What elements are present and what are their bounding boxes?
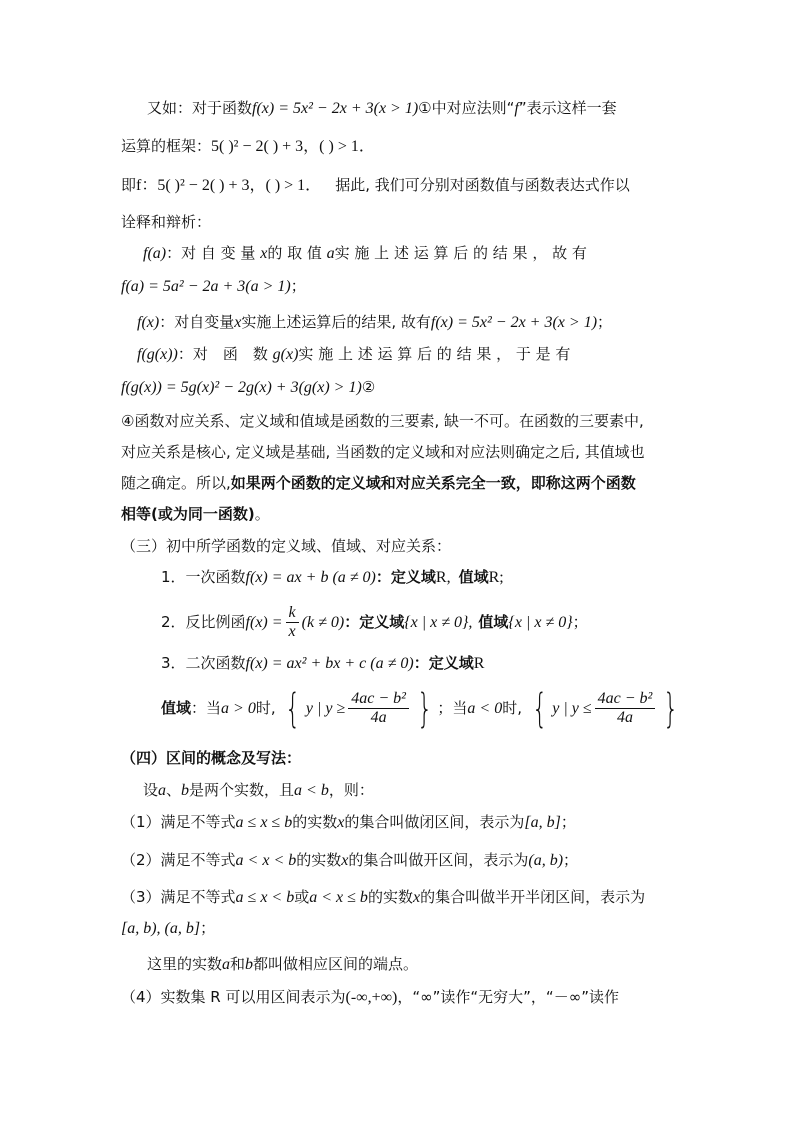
formula: {x | x ≠ 0} bbox=[508, 614, 573, 631]
label: 值域 bbox=[161, 699, 192, 717]
text: ； bbox=[597, 313, 613, 331]
paragraph-line-8 bbox=[137, 343, 570, 366]
text: 这里的实数 bbox=[147, 955, 223, 973]
label: 值域 bbox=[458, 568, 489, 586]
formula: f(x) = 5x² − 2x + 3(x > 1) bbox=[430, 314, 598, 331]
label: ：定义域 bbox=[344, 613, 405, 631]
right-brace: } bbox=[417, 685, 433, 732]
formula: y | y ≥ bbox=[305, 700, 346, 717]
text: 实 施 上 述 运 算 后 的 结 果 ， 故 有 bbox=[334, 244, 587, 262]
formula: a < x < b bbox=[235, 852, 297, 869]
formula: f(g(x)) bbox=[137, 346, 178, 363]
formula: f(x) = ax² + bx + c (a ≠ 0) bbox=[245, 655, 414, 672]
formula: b bbox=[181, 782, 190, 799]
text: 或 bbox=[294, 888, 310, 906]
text: ； bbox=[572, 613, 588, 631]
text: 3．二次函数 bbox=[161, 654, 246, 672]
formula: (k ≠ 0) bbox=[301, 614, 345, 631]
paragraph-line-21 bbox=[121, 811, 576, 834]
formula: f(a) bbox=[143, 245, 167, 262]
fraction bbox=[286, 604, 299, 641]
formula: f(x) = ax + b (a ≠ 0) bbox=[245, 569, 376, 586]
paragraph-line-6 bbox=[121, 275, 306, 298]
text: 都叫做相应区间的端点。 bbox=[253, 955, 419, 973]
text: （4）实数集 R 可以用区间表示为 bbox=[121, 988, 346, 1006]
formula: b bbox=[245, 956, 254, 973]
text: 对应关系是核心, 定义域是基础, 当函数的定义域和对应法则确定之后, 其值域也 bbox=[121, 443, 645, 461]
paragraph-line-22 bbox=[121, 849, 578, 872]
text: ； bbox=[563, 851, 579, 869]
text: 的集合叫做闭区间，表示为 bbox=[344, 813, 525, 831]
text: （四）区间的概念及写法： bbox=[121, 749, 302, 767]
paragraph-line-1 bbox=[147, 97, 617, 120]
text: 1．一次函数 bbox=[161, 568, 246, 586]
fraction bbox=[348, 690, 409, 727]
formula: a ≤ x < b bbox=[235, 889, 295, 906]
text: ；当 bbox=[437, 699, 468, 717]
formula: x bbox=[234, 314, 242, 331]
formula: a ≤ x ≤ b bbox=[235, 814, 293, 831]
text: ② bbox=[361, 378, 376, 396]
paragraph-line-24 bbox=[121, 917, 215, 940]
paragraph-line-26 bbox=[121, 986, 619, 1009]
section-heading-4 bbox=[121, 747, 301, 769]
formula: (a, b) bbox=[528, 852, 564, 869]
formula: f(g(x)) = 5g(x)² − 2g(x) + 3(g(x) > 1) bbox=[121, 379, 362, 396]
text: ④函数对应关系、定义域和值域是函数的三要素, 缺一不可。在函数的三要素中, bbox=[121, 412, 644, 430]
list-item-2 bbox=[161, 604, 588, 641]
paragraph-line-4 bbox=[121, 211, 211, 233]
text: 随之确定。所以, bbox=[121, 474, 231, 492]
text: 据此, 我们可分别对函数值与函数表达式作以 bbox=[335, 176, 630, 194]
formula: [a, b), (a, b] bbox=[121, 920, 201, 937]
text: 实施上述运算后的结果, 故有 bbox=[241, 313, 431, 331]
numerator: k bbox=[286, 604, 299, 623]
formula: f(x) = 5x² − 2x + 3(x > 1) bbox=[252, 100, 419, 117]
section-heading-3 bbox=[121, 535, 451, 557]
text: 时, bbox=[502, 699, 522, 717]
formula: g(x) bbox=[272, 346, 299, 363]
paragraph-line-12 bbox=[121, 472, 636, 494]
formula: f bbox=[514, 100, 519, 117]
paragraph-line-9 bbox=[121, 376, 375, 399]
text: 时, bbox=[255, 699, 276, 717]
formula: R bbox=[473, 655, 485, 672]
formula: y | y ≤ bbox=[552, 700, 592, 717]
text: （2）满足不等式 bbox=[121, 851, 236, 869]
formula: 5( )² − 2( ) + 3，( ) > 1． bbox=[211, 138, 375, 155]
formula: a bbox=[222, 956, 231, 973]
paragraph-line-5 bbox=[143, 242, 587, 265]
emphasis-text: 如果两个函数的定义域和对应关系完全一致，即称这两个函数 bbox=[230, 474, 636, 492]
text: ：对 函 数 bbox=[177, 345, 268, 363]
text: 设 bbox=[143, 781, 159, 799]
text: 诠释和辩析： bbox=[121, 213, 212, 231]
denominator: 4a bbox=[616, 709, 633, 726]
label: ：定义域 bbox=[375, 568, 436, 586]
fraction bbox=[595, 690, 656, 727]
text: ，“∞”读作“无穷大”，“－∞”读作 bbox=[397, 988, 619, 1006]
range-line bbox=[161, 686, 684, 731]
text: （三）初中所学函数的定义域、值域、对应关系： bbox=[121, 537, 452, 555]
denominator: 4a bbox=[370, 709, 387, 726]
list-item-1 bbox=[161, 566, 504, 589]
paragraph-line-23 bbox=[121, 886, 645, 909]
text: ：对自变量 bbox=[159, 313, 235, 331]
formula: f：5( )² − 2( ) + 3，( ) > 1． bbox=[136, 177, 322, 194]
numerator: 4ac − b² bbox=[595, 690, 656, 709]
text: ”表示这样一套 bbox=[518, 99, 617, 117]
paragraph-line-10 bbox=[121, 410, 644, 432]
text: （1）满足不等式 bbox=[121, 813, 236, 831]
text: ：对 自 变 量 bbox=[166, 244, 256, 262]
formula: R, bbox=[435, 569, 451, 586]
text: 。 bbox=[254, 505, 270, 523]
paragraph-line-3 bbox=[121, 174, 630, 197]
text: 的实数 bbox=[292, 813, 338, 831]
text: 又如：对于函数 bbox=[147, 99, 253, 117]
formula: x bbox=[260, 245, 268, 262]
formula: a < b bbox=[294, 782, 329, 799]
formula: f(x) bbox=[137, 314, 160, 331]
text: ； bbox=[200, 919, 216, 937]
paragraph-line-11 bbox=[121, 441, 645, 463]
formula: x bbox=[337, 814, 345, 831]
formula: a < 0 bbox=[467, 700, 503, 717]
right-brace: } bbox=[663, 685, 679, 732]
text: ①中对应法则“ bbox=[418, 99, 515, 117]
formula: x bbox=[412, 889, 421, 906]
formula: (-∞,+∞) bbox=[345, 989, 398, 1006]
list-item-3 bbox=[161, 652, 484, 675]
text: 实 施 上 述 运 算 后 的 结 果 ， 于 是 有 bbox=[298, 345, 571, 363]
text: ； bbox=[290, 277, 306, 295]
emphasis-text: 相等(或为同一函数) bbox=[121, 505, 255, 523]
paragraph-line-13 bbox=[121, 503, 270, 525]
label: 值域 bbox=[478, 613, 509, 631]
text: 的实数 bbox=[296, 851, 342, 869]
label: ：定义域 bbox=[413, 654, 474, 672]
paragraph-line-20 bbox=[143, 779, 374, 802]
formula: R; bbox=[488, 569, 504, 586]
numerator: 4ac − b² bbox=[348, 690, 409, 709]
left-brace: { bbox=[285, 685, 301, 732]
text: 的实数 bbox=[367, 888, 413, 906]
text: ，则： bbox=[328, 781, 374, 799]
formula: a bbox=[326, 245, 335, 262]
text: 的 取 值 bbox=[267, 244, 322, 262]
formula: x bbox=[341, 852, 349, 869]
formula: f(x) = bbox=[245, 614, 283, 631]
text: 和 bbox=[230, 955, 246, 973]
text: 即 bbox=[121, 176, 137, 194]
text: 是两个实数，且 bbox=[189, 781, 295, 799]
formula: a < x ≤ b bbox=[309, 889, 368, 906]
formula: a bbox=[158, 782, 167, 799]
left-brace: { bbox=[531, 685, 548, 732]
formula: f(a) = 5a² − 2a + 3(a > 1) bbox=[121, 278, 291, 295]
paragraph-line-7 bbox=[137, 311, 612, 334]
denominator: x bbox=[288, 623, 296, 640]
text: 的集合叫做半开半闭区间，表示为 bbox=[420, 888, 646, 906]
paragraph-line-25 bbox=[147, 953, 418, 976]
text: （3）满足不等式 bbox=[121, 888, 236, 906]
text: 2．反比例函 bbox=[161, 613, 246, 631]
text: ； bbox=[560, 813, 576, 831]
formula: a > 0 bbox=[221, 700, 256, 717]
formula: {x | x ≠ 0}, bbox=[404, 614, 473, 631]
text: 的集合叫做开区间，表示为 bbox=[348, 851, 529, 869]
text: 运算的框架： bbox=[121, 137, 212, 155]
paragraph-line-2 bbox=[121, 135, 375, 158]
text: ：当 bbox=[191, 699, 222, 717]
text: 、 bbox=[166, 781, 182, 799]
formula: [a, b] bbox=[524, 814, 561, 831]
